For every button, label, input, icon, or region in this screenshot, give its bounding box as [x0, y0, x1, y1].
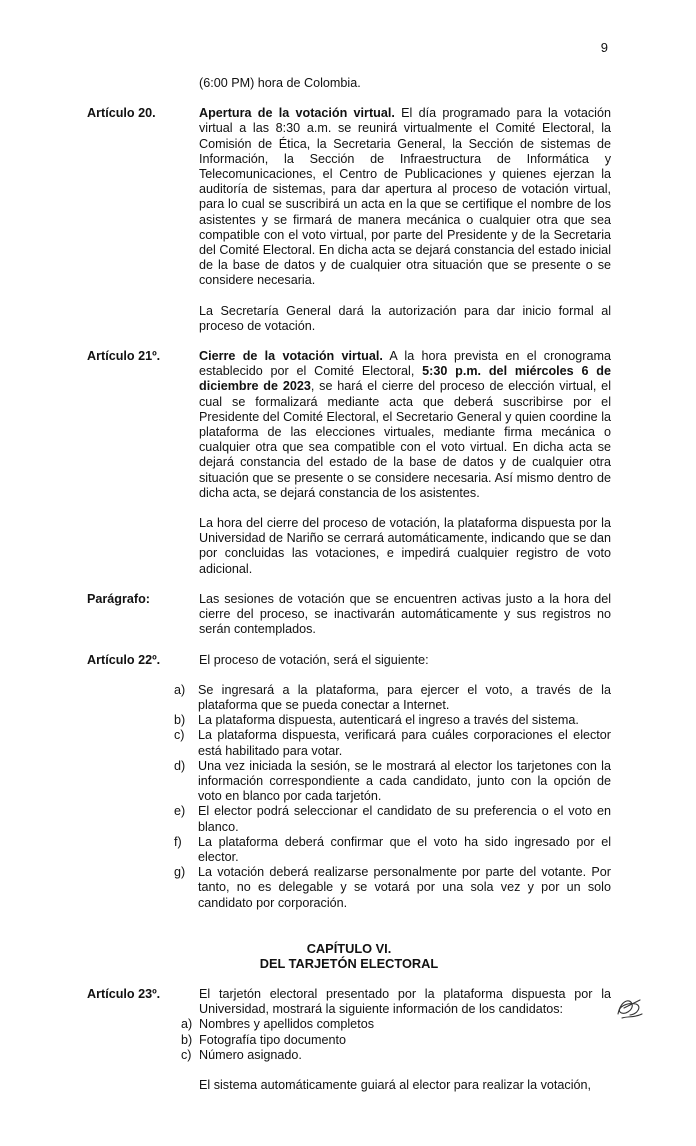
list-item: [87, 759, 611, 805]
list-item: [181, 1048, 611, 1063]
list-item-text: La votación deberá realizarse personalmente por parte del votante. Por tanto, no es delegable y se votará por una sola vez y por un solo candidato por corporación.: [198, 865, 611, 910]
article-21-paragraph-1: [199, 349, 611, 501]
article-21-text-b: , se hará el cierre del proceso de elección virtual, el cual se formalizará mediante acta que deberá suscribirse por el Presidente del Comité Electoral, el Secretario General y quien coordine la plataforma de las elecciones virtuales, mediante firma mecánica o cualquier otra que sea compatible con el voto virtual. En dicha acta se dejará constancia del estado de la base de datos y de cualquier otra situación que se presente o se considere necesaria. Así mismo dentro de dicha acta, se dejará constancia de los asistentes.: [199, 379, 611, 500]
list-marker: c): [181, 1047, 192, 1062]
article-20: [87, 106, 611, 334]
continuation-line: (6:00 PM) hora de Colombia.: [199, 76, 361, 90]
article-20-text: El día programado para la votación virtual a las 8:30 a.m. se reunirá virtualmente el Comité Electoral, la Comisión de Ética, la Secretaria General, la Sección de sistemas de Información, la Sección de Infraestructura de Informática y Telecomunicaciones, el Centro de Publicaciones y quienes ejerzan la auditoría de sistemas, para dar apertura al proceso de votación virtual, para lo cual se suscribirá un acta en la que se certifique el nombre de los asistentes y se firmará de manera mecánica o cualquier otra que sea compatible con el voto virtual, por parte del Presidente y de la Secretaria del Comité Electoral. En dicha acta se dejará constancia del estado inicial de la base de datos y de cualquier otra situación que se presente o se considere necesaria.: [199, 106, 611, 288]
list-marker: e): [174, 804, 186, 819]
article-23-list: [181, 1017, 611, 1063]
article-20-title: Apertura de la votación virtual.: [199, 106, 395, 121]
chapter-heading: [87, 941, 611, 972]
article-23: [87, 987, 611, 1063]
list-item-text: La plataforma deberá confirmar que el voto ha sido ingresado por el elector.: [198, 834, 611, 864]
article-23-paragraph-2: El sistema automáticamente guiará al elector para realizar la votación,: [199, 1077, 591, 1092]
article-21-text-a: A la hora prevista en el cronograma establecido por el Comité Electoral,: [199, 349, 611, 379]
list-item-text: La plataforma dispuesta, verificará para cuáles corporaciones el elector está habilitado para votar.: [198, 728, 611, 758]
article-22-list: [87, 683, 611, 911]
paragrafo-label: Parágrafo:: [87, 591, 150, 606]
article-21-title: Cierre de la votación virtual.: [199, 349, 383, 364]
list-item: [87, 713, 611, 728]
list-marker: f): [174, 834, 182, 849]
list-marker: a): [181, 1017, 193, 1032]
list-item: [87, 865, 611, 911]
handwritten-signature-icon: [612, 994, 646, 1022]
article-22: [87, 653, 611, 668]
article-21: [87, 349, 611, 577]
list-item: [181, 1033, 611, 1048]
article-20-paragraph-2: La Secretaría General dará la autorización para dar inicio formal al proceso de votación.: [199, 303, 611, 333]
list-item-text: Nombres y apellidos completos: [199, 1017, 374, 1032]
list-item: [87, 835, 611, 865]
list-item: [181, 1017, 611, 1032]
article-20-label: Artículo 20.: [87, 106, 156, 121]
list-item: [87, 728, 611, 758]
list-marker: c): [174, 728, 185, 743]
paragrafo-text: Las sesiones de votación que se encuentren activas justo a la hora del cierre del proceso, se inactivarán automáticamente y sus registros no serán contemplados.: [199, 591, 611, 637]
article-22-text: El proceso de votación, será el siguiente:: [199, 652, 429, 667]
list-item-text: Número asignado.: [199, 1047, 302, 1062]
list-item: [87, 683, 611, 713]
article-21-closing-time: 5:30 p.m. del miércoles 6 de diciembre de 2023: [199, 364, 611, 394]
chapter-title: DEL TARJETÓN ELECTORAL: [259, 956, 439, 972]
list-item-text: Fotografía tipo documento: [199, 1032, 347, 1047]
list-item-text: Una vez iniciada la sesión, se le mostrará al elector los tarjetones con la información correspondiente a cada candidato, junto con la opción de voto en blanco por cada tarjetón.: [198, 758, 611, 804]
article-23-text: El tarjetón electoral presentado por la plataforma dispuesta por la Universidad, mostrará la siguiente información de los candidatos:: [199, 986, 611, 1017]
chapter-number: CAPÍTULO VI.: [306, 940, 392, 956]
list-item-text: La plataforma dispuesta, autenticará el ingreso a través del sistema.: [198, 713, 579, 728]
article-21-paragraph-2: La hora del cierre del proceso de votación, la plataforma dispuesta por la Universidad de Nariño se cerrará automáticamente, indicando que se dan por concluidas las votaciones, e impedirá cualquier registro de voto adicional.: [199, 516, 611, 576]
list-marker: d): [174, 758, 186, 773]
article-23-label: Artículo 23º.: [87, 986, 161, 1001]
list-item-text: El elector podrá seleccionar el candidato de su preferencia o el voto en blanco.: [198, 804, 611, 834]
article-20-paragraph-1: [199, 106, 611, 288]
article-22-label: Artículo 22º.: [87, 652, 161, 667]
list-marker: b): [181, 1032, 193, 1047]
paragrafo: [87, 592, 611, 638]
document-body: [87, 76, 611, 1108]
list-marker: b): [174, 713, 186, 728]
article-21-label: Artículo 21º.: [87, 349, 161, 364]
list-item-text: Se ingresará a la plataforma, para ejercer el voto, a través de la plataforma que se pueda conectar a Internet.: [198, 682, 611, 712]
list-marker: g): [174, 865, 186, 880]
list-item: [87, 804, 611, 834]
page-number: 9: [600, 40, 608, 55]
list-marker: a): [174, 682, 186, 697]
